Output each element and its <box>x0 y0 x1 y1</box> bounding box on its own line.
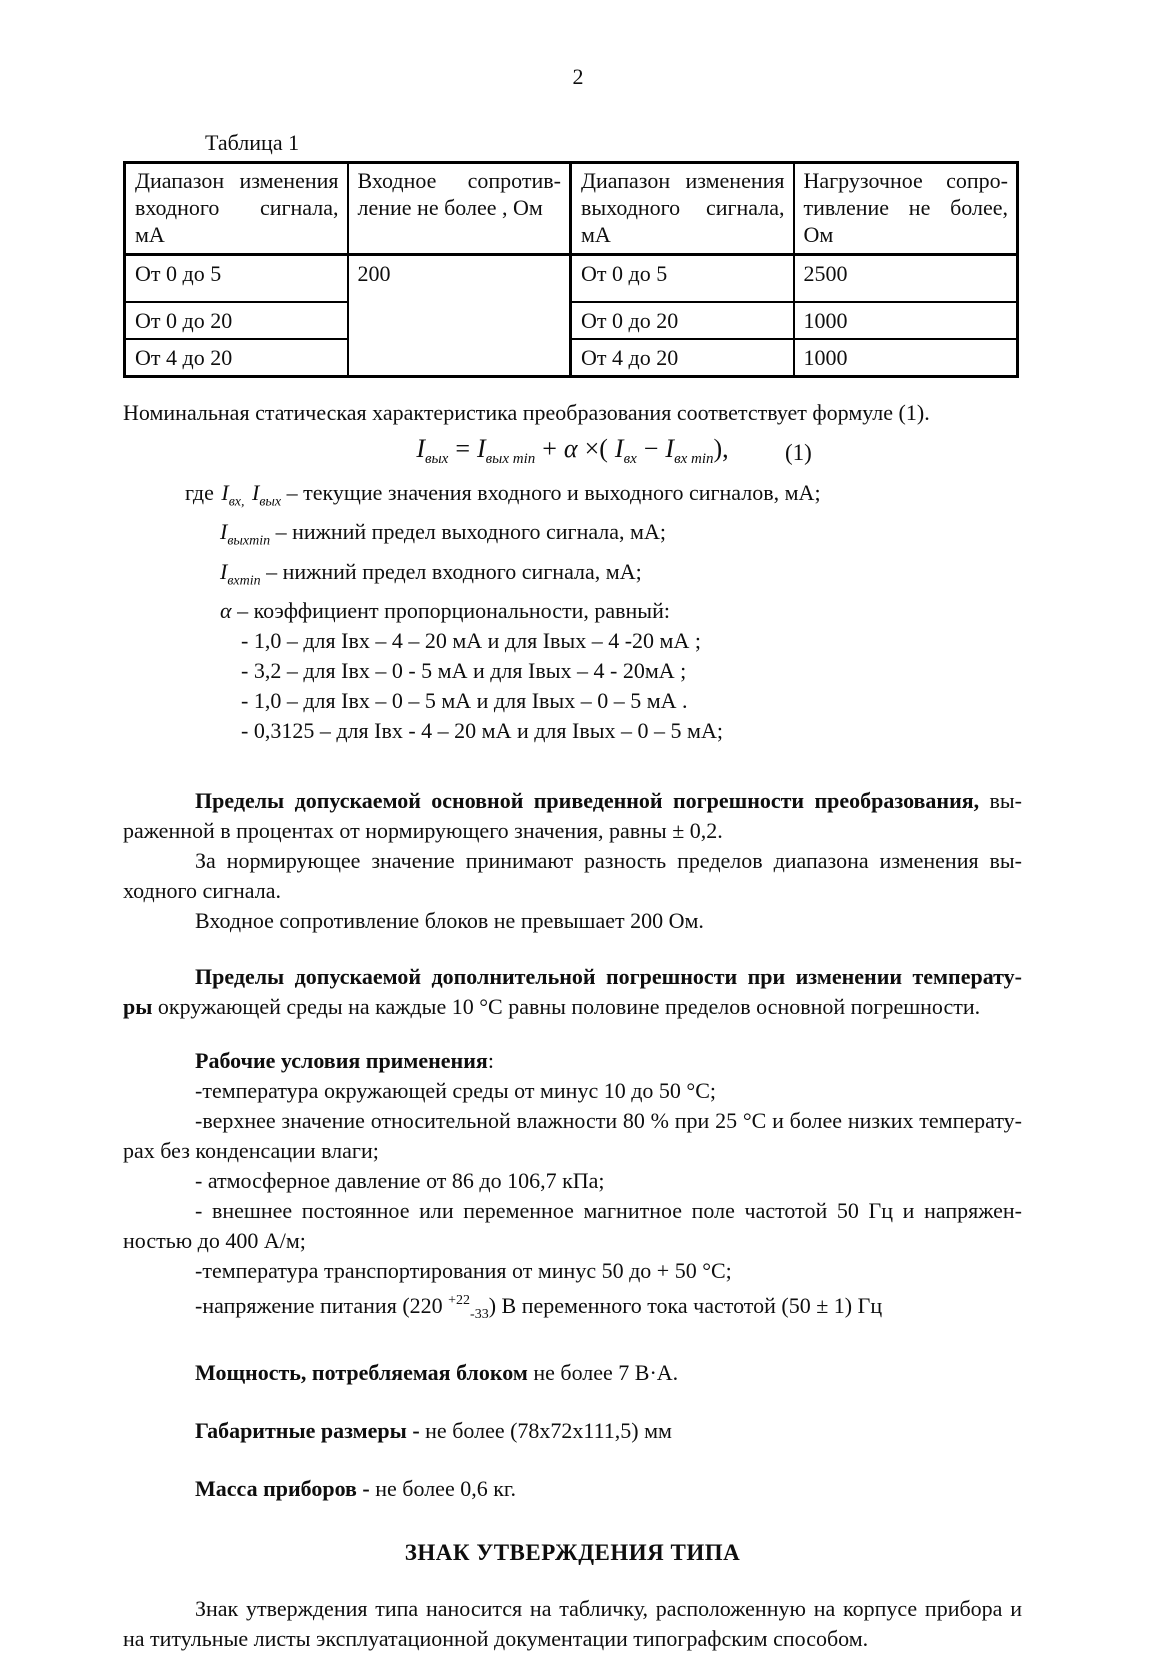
text-run: вх, <box>228 494 245 510</box>
text-run: I <box>221 480 229 505</box>
text-run: не более 7 В·А. <box>527 1360 679 1386</box>
table-cell: От 4 до 20 <box>571 339 794 377</box>
paragraph-line: Входное сопротивление блоков не превышает 200 Ом. <box>195 908 704 934</box>
text-run: I <box>476 434 486 463</box>
table-header-row <box>125 163 1018 255</box>
text-run: – нижний предел выходного сигнала, мА; <box>270 519 666 545</box>
paragraph-line: ходного сигнала. <box>123 878 282 904</box>
where-definition-line <box>123 478 1022 517</box>
text-run: выхmin <box>227 533 271 549</box>
alpha-list-item: - 1,0 – для Iвх – 0 – 5 мА и для Iвых – 0 – 5 мА . <box>241 688 688 714</box>
text-run: – текущие значения входного и выходного сигналов, мА; <box>281 480 821 505</box>
intro-paragraph: Номинальная статическая характеристика преобразования соответствует формуле (1). <box>123 400 930 425</box>
text-run: Диапазон изменения <box>581 168 785 193</box>
text-run: мА <box>135 222 165 247</box>
where-definition-line <box>123 557 1022 596</box>
spec-power-line <box>123 1358 1022 1388</box>
paragraph-line: Пределы допускаемой дополнительной погрешности при изменении температу- <box>195 964 1022 990</box>
text-run: не более (78х72х111,5) мм <box>419 1418 672 1444</box>
text-run: I <box>614 434 624 463</box>
column-header-input-resistance <box>348 163 571 255</box>
paragraph-line: Знак утверждения типа наносится на табличку, расположенную на корпусе прибора и <box>195 1596 1022 1622</box>
paragraph-line <box>123 992 1022 1022</box>
text-run: Масса приборов - <box>195 1476 370 1502</box>
column-header-input-range <box>125 163 348 255</box>
alpha-list-item: - 1,0 – для Iвх – 4 – 20 мА и для Iвых – 4 -20 мА ; <box>241 628 701 654</box>
text-run: вых min <box>485 451 536 468</box>
text-run: мА <box>581 222 611 247</box>
table-cell: От 0 до 20 <box>125 302 348 339</box>
condition-line: рах без конденсации влаги; <box>123 1138 379 1164</box>
paragraph-line <box>123 786 1022 816</box>
text-run: вых <box>259 494 282 510</box>
text-run: где <box>185 480 220 505</box>
paragraph-line: За нормирующее значение принимают разность пределов диапазона изменения вы- <box>195 848 1022 874</box>
table-cell: От 0 до 20 <box>571 302 794 339</box>
condition-line: - внешнее постоянное или переменное магнитное поле частотой 50 Гц и напряжен- <box>195 1198 1022 1224</box>
text-run: выходного сигнала, <box>581 195 785 220</box>
text-run: вых <box>424 451 449 468</box>
table-cell: 2500 <box>794 255 1018 303</box>
text-run: ) В переменного тока частотой (50 ± 1) Гц <box>488 1293 883 1319</box>
formula-expression <box>416 434 729 468</box>
text-run: α <box>220 598 232 624</box>
table-caption: Таблица 1 <box>205 130 300 155</box>
text-run: Ом <box>803 222 834 247</box>
text-run: окружающей среды на каждые 10 °С равны половине пределов основной погрешности. <box>152 994 981 1020</box>
text-run: Габаритные размеры - <box>195 1418 420 1444</box>
text-run: вх <box>623 451 637 468</box>
text-run: Пределы допускаемой основной приведенной погрешности преобразования, <box>195 788 980 814</box>
text-run: − <box>643 434 659 463</box>
text-run: – нижний предел входного сигнала, мА; <box>260 558 642 584</box>
table-row <box>125 339 1018 377</box>
text-run: ), <box>713 434 729 463</box>
page-number: 2 <box>572 64 584 89</box>
text-run: вх min <box>674 451 714 468</box>
condition-line: - атмосферное давление от 86 до 106,7 кПа; <box>195 1168 605 1194</box>
table-cell: 200 <box>348 255 571 377</box>
text-run: Нагрузочное сопро- <box>803 168 1008 193</box>
text-run: : <box>487 1048 494 1074</box>
condition-line: -верхнее значение относительной влажности 80 % при 25 °С и более низких температу- <box>195 1108 1022 1134</box>
text-run: I <box>665 434 675 463</box>
spec-table <box>123 161 1019 378</box>
spec-dimensions-line <box>123 1416 1022 1446</box>
text-run: ры <box>123 994 153 1020</box>
table-cell: 1000 <box>794 339 1018 377</box>
section-heading: ЗНАК УТВЕРЖДЕНИЯ ТИПА <box>404 1540 741 1566</box>
conditions-title <box>123 1046 1022 1076</box>
text-run: I <box>220 519 228 545</box>
table-cell: От 4 до 20 <box>125 339 348 377</box>
where-definition-line <box>123 517 1022 556</box>
text-run: +22 <box>448 1293 471 1309</box>
text-run: вы- <box>979 788 1023 814</box>
text-run: Входное сопротив- <box>357 168 561 193</box>
alpha-list-item: - 3,2 – для Iвх – 0 - 5 мА и для Iвых – 4 - 20мА ; <box>241 658 687 684</box>
formula <box>123 428 1022 478</box>
text-run: Диапазон изменения <box>135 168 339 193</box>
text-run: I <box>220 558 228 584</box>
text-run: -33 <box>470 1307 489 1323</box>
text-run: Рабочие условия применения <box>195 1048 488 1074</box>
text-run: вхmin <box>227 573 261 589</box>
condition-line: -температура транспортирования от минус 50 до + 50 °С; <box>195 1258 732 1284</box>
table-cell: 1000 <box>794 302 1018 339</box>
text-run: входного сигнала, <box>135 195 339 220</box>
alpha-list-item: - 0,3125 – для Iвх - 4 – 20 мА и для Iвых – 0 – 5 мА; <box>241 718 723 744</box>
power-supply-line <box>123 1286 1022 1330</box>
spec-mass-line <box>123 1474 1022 1504</box>
text-run: Мощность, потребляемая блоком <box>195 1360 528 1386</box>
text-run: = <box>455 434 470 463</box>
text-run: тивление не более, <box>803 195 1008 220</box>
text-run: α <box>563 434 578 463</box>
table-row <box>125 255 1018 303</box>
column-header-output-range <box>571 163 794 255</box>
equation-number: (1) <box>785 440 812 465</box>
text-run: – коэффициент пропорциональности, равный: <box>231 598 670 624</box>
table-cell: От 0 до 5 <box>125 255 348 303</box>
text-run: ление не более , Ом <box>357 195 543 220</box>
table-row <box>125 302 1018 339</box>
text-run: не более 0,6 кг. <box>369 1476 516 1502</box>
where-definition-line <box>123 596 1022 626</box>
page-content <box>123 128 1022 1654</box>
paragraph-line: на титульные листы эксплуатационной документации типографским способом. <box>123 1626 869 1652</box>
text-run: ×( <box>584 434 608 463</box>
condition-line: ностью до 400 А/м; <box>123 1228 306 1254</box>
text-run: I <box>416 434 425 463</box>
text-run: -напряжение питания (220 <box>195 1293 449 1319</box>
text-run: + <box>542 434 557 463</box>
column-header-load-resistance <box>794 163 1018 255</box>
condition-line: -температура окружающей среды от минус 10 до 50 °С; <box>195 1078 716 1104</box>
text-run: I <box>252 480 260 505</box>
paragraph-line: раженной в процентах от нормирующего значения, равны ± 0,2. <box>123 818 723 844</box>
table-cell: От 0 до 5 <box>571 255 794 303</box>
